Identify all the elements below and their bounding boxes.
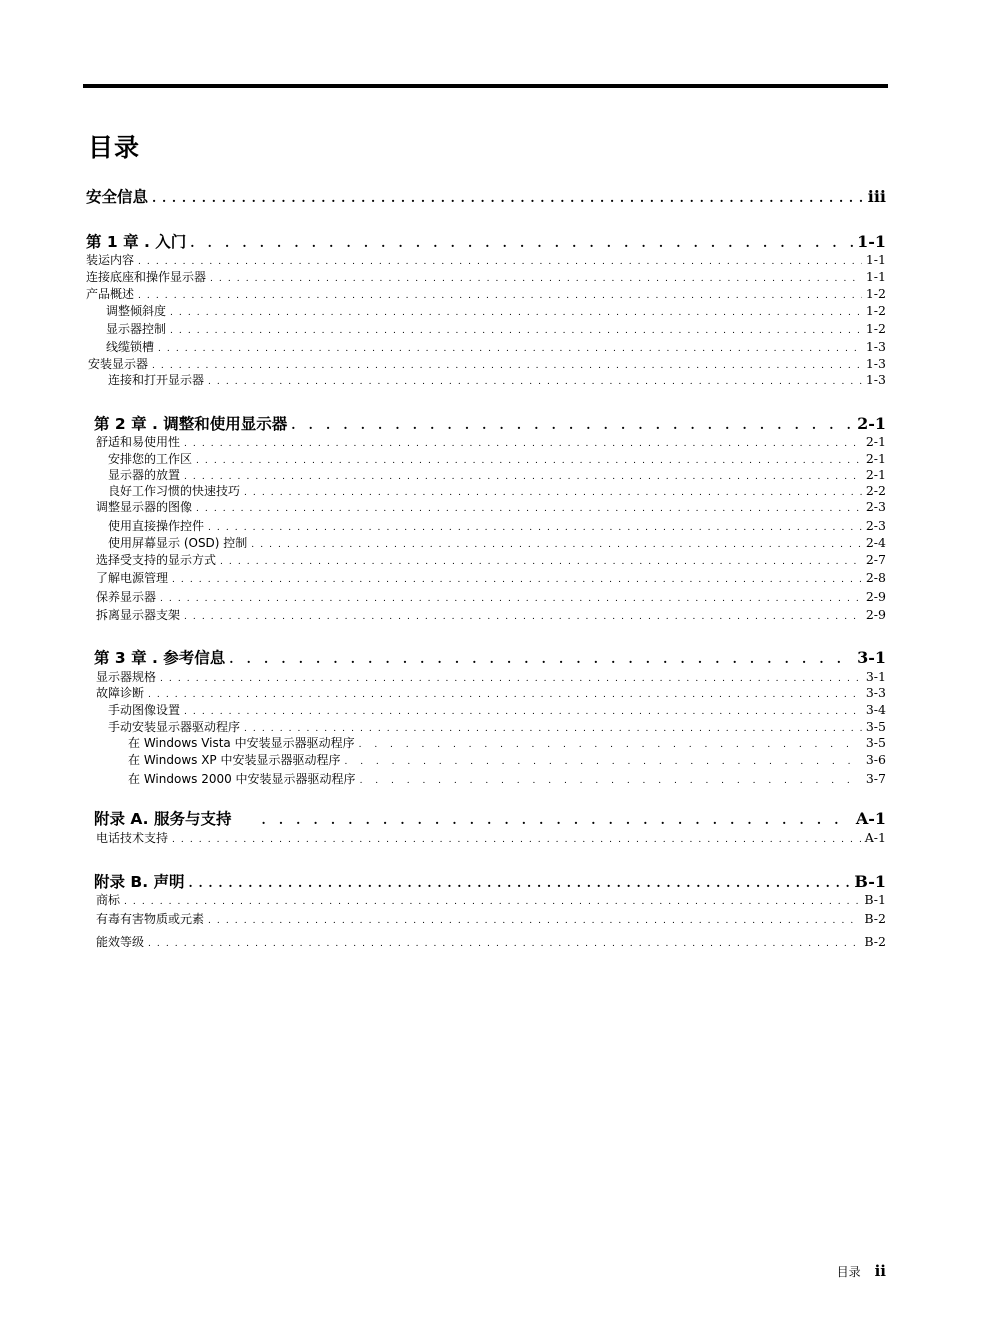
toc-page: 2-9 [865, 607, 886, 622]
toc-leader [291, 414, 853, 436]
toc-item[interactable] [108, 518, 886, 534]
toc-leader [190, 232, 853, 254]
toc-label: 第 2 章 . 调整和使用显示器 [94, 415, 288, 433]
toc-item[interactable] [96, 892, 886, 908]
toc-item[interactable] [108, 535, 886, 551]
toc-leader [360, 773, 862, 789]
toc-leader [184, 609, 862, 625]
toc-page: 1-3 [865, 372, 886, 387]
toc-label: 舒适和易使用性 [96, 435, 181, 449]
toc-leader [251, 537, 862, 553]
toc-item[interactable] [108, 483, 886, 499]
toc-page: 2-1 [865, 434, 886, 449]
toc-leader [138, 254, 862, 270]
toc-label: 装运内容 [86, 253, 135, 267]
toc-page: 1-3 [865, 339, 886, 354]
toc-item[interactable] [96, 434, 886, 450]
toc-label: 选择受支持的显示方式 [96, 553, 217, 567]
toc-label: 安装显示器 [88, 357, 149, 371]
toc-leader [148, 936, 860, 952]
page-number: ii [874, 1262, 886, 1280]
toc-label: 有毒有害物质或元素 [96, 912, 205, 926]
toc-leader [152, 187, 864, 209]
toc-item[interactable] [108, 372, 886, 388]
toc-label: 安全信息 [86, 188, 149, 206]
toc-leader [148, 687, 862, 703]
toc-item[interactable] [108, 719, 886, 735]
toc-leader [124, 894, 860, 910]
toc-leader [229, 648, 853, 670]
toc-page: 1-3 [865, 356, 886, 371]
toc-item[interactable] [96, 589, 886, 605]
toc-label: 在 Windows XP 中安装显示器驱动程序 [128, 753, 341, 767]
toc-label: 第 1 章 . 入门 [86, 233, 187, 251]
toc-safety[interactable] [86, 186, 886, 208]
toc-label: 手动安装显示器驱动程序 [108, 720, 241, 734]
toc-page: A-1 [855, 809, 886, 828]
toc-item[interactable] [96, 830, 886, 846]
toc-leader [220, 554, 862, 570]
toc-item[interactable] [96, 685, 886, 701]
toc-leader [172, 832, 861, 848]
toc-label: 显示器的放置 [108, 468, 181, 482]
toc-leader [138, 288, 862, 304]
toc-label: 连接底座和操作显示器 [86, 270, 207, 284]
toc-item[interactable] [128, 752, 886, 768]
toc-item[interactable] [106, 303, 886, 319]
toc-page: 3-1 [865, 669, 886, 684]
toc-label: 在 Windows 2000 中安装显示器驱动程序 [128, 772, 356, 786]
toc-leader [210, 271, 862, 287]
toc-label: 在 Windows Vista 中安装显示器驱动程序 [128, 736, 355, 750]
toc-item[interactable] [96, 934, 886, 950]
toc-page: 3-4 [865, 702, 886, 717]
toc-page: 1-2 [865, 286, 886, 301]
toc-label: 显示器控制 [106, 322, 167, 336]
toc-item[interactable] [108, 451, 886, 467]
toc-item[interactable] [96, 911, 886, 927]
toc-item[interactable] [96, 607, 886, 623]
toc-item[interactable] [128, 771, 886, 787]
toc-leader [261, 809, 851, 831]
toc-page: 1-2 [865, 321, 886, 336]
toc-page: B-2 [864, 911, 886, 926]
toc-leader [189, 872, 851, 894]
toc-page: 3-3 [865, 685, 886, 700]
toc-page: 2-7 [865, 552, 886, 567]
toc-leader [344, 754, 861, 770]
toc-label: 安排您的工作区 [108, 452, 193, 466]
toc-page: 2-4 [865, 535, 886, 550]
toc-leader [170, 305, 862, 321]
toc-label: 了解电源管理 [96, 571, 169, 585]
toc-label: 附录 A. 服务与支持 [94, 810, 232, 828]
toc-chapter-3[interactable] [94, 647, 886, 669]
toc-label: 调整倾斜度 [106, 304, 167, 318]
toc-label: 第 3 章 . 参考信息 [94, 649, 226, 667]
toc-page: 2-8 [865, 570, 886, 585]
toc-leader [160, 591, 862, 607]
toc-page: 2-9 [865, 589, 886, 604]
toc-appendix-b[interactable] [94, 871, 886, 893]
toc-item[interactable] [106, 321, 886, 337]
toc-page: 3-5 [865, 719, 886, 734]
toc-page: 1-1 [857, 232, 886, 251]
toc-item[interactable] [108, 467, 886, 483]
toc-leader [172, 572, 862, 588]
toc-item[interactable] [108, 702, 886, 718]
toc-label: 使用直接操作控件 [108, 519, 205, 533]
toc-label: 线缆锁槽 [106, 340, 155, 354]
toc-item[interactable] [86, 252, 886, 268]
toc-page: iii [867, 187, 886, 206]
toc-item[interactable] [106, 339, 886, 355]
toc-page: B-1 [854, 872, 886, 891]
footer-label: 目录 [836, 1265, 861, 1279]
toc-item[interactable] [96, 570, 886, 586]
toc-page: 2-3 [865, 518, 886, 533]
toc-page: 3-5 [865, 735, 886, 750]
toc-label: 电话技术支持 [96, 831, 169, 845]
toc-leader [170, 323, 862, 339]
toc-item[interactable] [88, 356, 886, 372]
toc-item[interactable] [86, 269, 886, 285]
toc-leader [158, 341, 862, 357]
toc-label: 拆离显示器支架 [96, 608, 181, 622]
toc-leader [208, 374, 862, 390]
toc-item[interactable] [96, 669, 886, 685]
toc-leader [184, 436, 862, 452]
toc-leader [359, 737, 862, 753]
toc-page: 3-1 [857, 648, 886, 667]
toc-label: 故障诊断 [96, 686, 145, 700]
toc-page: 1-1 [865, 269, 886, 284]
toc-appendix-a[interactable] [94, 808, 886, 830]
toc-page: A-1 [864, 830, 886, 845]
toc-item[interactable] [128, 735, 886, 751]
toc-label: 手动图像设置 [108, 703, 181, 717]
toc-label: 保养显示器 [96, 590, 157, 604]
toc-label: 显示器规格 [96, 670, 157, 684]
toc-chapter-1[interactable] [86, 231, 886, 253]
toc-label: 连接和打开显示器 [108, 373, 205, 387]
toc-item[interactable] [96, 499, 886, 515]
toc-label: 能效等级 [96, 935, 145, 949]
toc-leader [208, 520, 862, 536]
toc-label: 产品概述 [86, 287, 135, 301]
toc-page: 1-2 [865, 303, 886, 318]
toc-leader [184, 704, 862, 720]
toc-page: 2-1 [865, 467, 886, 482]
toc-page: 2-1 [865, 451, 886, 466]
toc-page: 2-2 [865, 483, 886, 498]
toc-chapter-2[interactable] [94, 413, 886, 435]
toc-page: B-2 [864, 934, 886, 949]
toc-page: 2-3 [865, 499, 886, 514]
toc-page: 2-1 [857, 414, 886, 433]
toc-label: 附录 B. 声明 [94, 873, 185, 891]
toc-item[interactable] [86, 286, 886, 302]
toc-label: 良好工作习惯的快速技巧 [108, 484, 241, 498]
toc-page: 3-7 [865, 771, 886, 786]
toc-label: 使用屏幕显示 (OSD) 控制 [108, 536, 248, 550]
toc-label: 调整显示器的图像 [96, 500, 193, 514]
toc-leader [196, 501, 862, 517]
toc-page: 1-1 [865, 252, 886, 267]
toc-page: 3-6 [865, 752, 886, 767]
toc-page: B-1 [864, 892, 886, 907]
page-footer [837, 1262, 886, 1280]
toc-item[interactable] [96, 552, 886, 568]
toc-leader [208, 913, 860, 929]
toc-label: 商标 [96, 893, 121, 907]
page-title: 目录 [88, 133, 141, 162]
